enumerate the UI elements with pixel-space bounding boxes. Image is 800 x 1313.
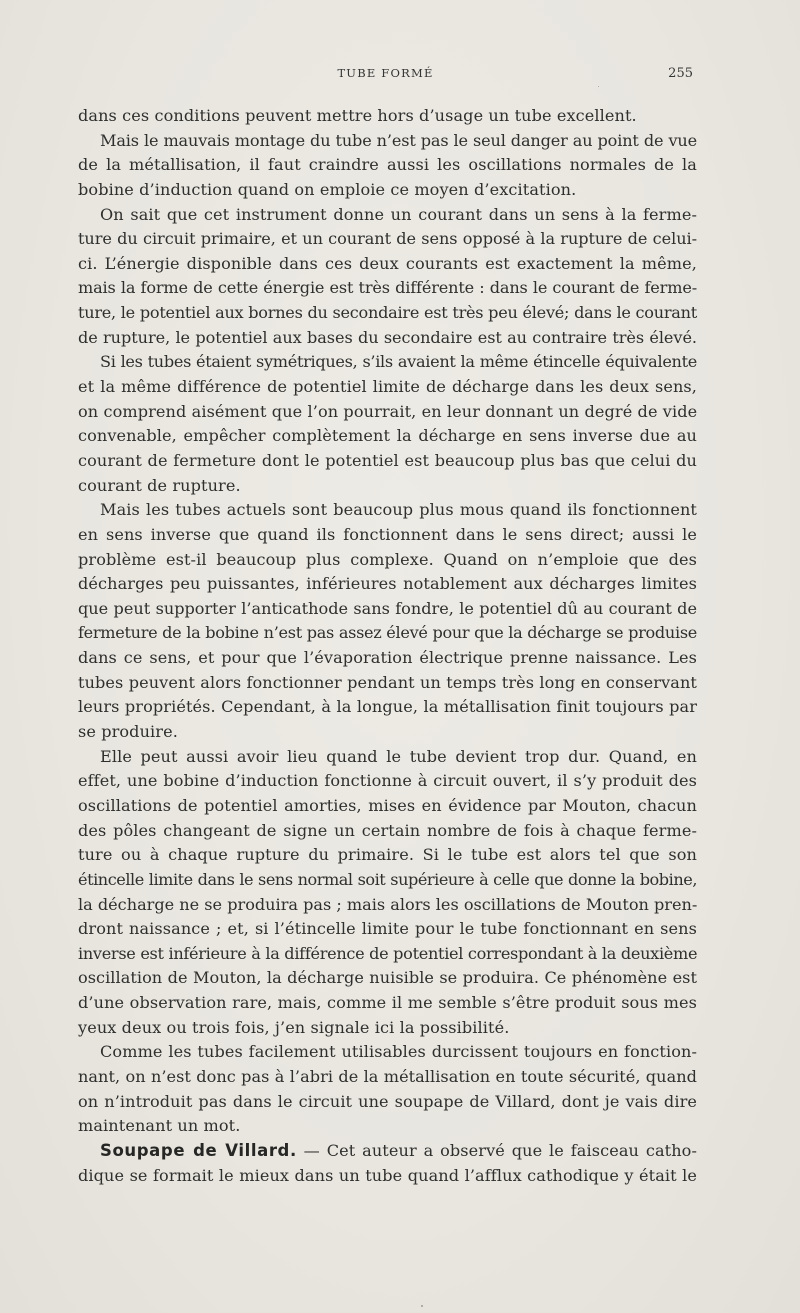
text-line: convenable, empêcher complètement la décharge en sens inverse due au bbox=[78, 426, 697, 446]
text-line: de rupture, le potentiel aux bases du secondaire est au contraire très élevé. bbox=[78, 327, 697, 347]
page-header bbox=[78, 66, 693, 84]
text-line: oscillation de Mouton, la décharge nuisible se produira. Ce phénomène est bbox=[78, 968, 697, 988]
text-line: ci. L’énergie disponible dans ces deux courants est exactement la même, bbox=[78, 253, 697, 273]
text-line: Mais les tubes actuels sont beaucoup plus mous quand ils fonctionnent bbox=[100, 500, 697, 520]
text-line: et la même différence de potentiel limite de décharge dans les deux sens, bbox=[78, 377, 697, 397]
text-line: problème est-il beaucoup plus complexe. Quand on n’emploie que des bbox=[78, 549, 697, 569]
page-number: 255 bbox=[668, 66, 693, 81]
text-line: des pôles changeant de signe un certain nombre de fois à chaque ferme- bbox=[78, 820, 697, 840]
text-line: décharges peu puissantes, inférieures notablement aux décharges limites bbox=[78, 574, 697, 594]
text-line: nant, on n’est donc pas à l’abri de la métallisation en toute sécurité, quand bbox=[78, 1066, 697, 1086]
text-line: ture, le potentiel aux bornes du secondaire est très peu élevé; dans le courant bbox=[78, 303, 697, 323]
text-line: oscillations de potentiel amorties, mises en évidence par Mouton, chacun bbox=[78, 795, 697, 815]
body-text bbox=[78, 104, 697, 1188]
text-line: en sens inverse que quand ils fonctionnent dans le sens direct; aussi le bbox=[78, 524, 697, 544]
text-line: dans ce sens, et pour que l’évaporation électrique prenne naissance. Les bbox=[78, 648, 697, 668]
text-line: Si les tubes étaient symétriques, s’ils avaient la même étincelle équivalente bbox=[100, 352, 697, 372]
text-line: courant de rupture. bbox=[78, 475, 241, 495]
text-line: fermeture de la bobine n’est pas assez élevé pour que la décharge se produise bbox=[78, 623, 697, 643]
text-line: de la métallisation, il faut craindre aussi les oscillations normales de la bbox=[78, 155, 697, 175]
text-line: Elle peut aussi avoir lieu quand le tube devient trop dur. Quand, en bbox=[100, 746, 697, 766]
paper-speck bbox=[598, 86, 599, 87]
text-line: leurs propriétés. Cependant, à la longue, la métallisation finit toujours par bbox=[78, 697, 697, 717]
running-title: TUBE FORMÉ bbox=[337, 66, 434, 80]
section-first-line bbox=[78, 1139, 697, 1164]
text-line: on n’introduit pas dans le circuit une soupape de Villard, dont je vais dire bbox=[78, 1091, 697, 1111]
text-line: on comprend aisément que l’on pourrait, en leur donnant un degré de vide bbox=[78, 401, 698, 421]
text-line: la décharge ne se produira pas ; mais alors les oscillations de Mouton pren- bbox=[78, 894, 698, 914]
text-line: tubes peuvent alors fonctionner pendant un temps très long en conservant bbox=[78, 672, 697, 692]
text-line: étincelle limite dans le sens normal soit supérieure à celle que donne la bobine, bbox=[78, 869, 697, 889]
text-line: que peut supporter l’anticathode sans fondre, le potentiel dû au courant de bbox=[78, 598, 697, 618]
text-line: ture ou à chaque rupture du primaire. Si le tube est alors tel que son bbox=[78, 845, 697, 865]
section-first-line-text: — Cet auteur a observé que le faisceau catho- bbox=[296, 1140, 697, 1160]
text-line: dans ces conditions peuvent mettre hors d’usage un tube excellent. bbox=[78, 106, 637, 125]
section-second-line: dique se formait le mieux dans un tube quand l’afflux cathodique y était le bbox=[78, 1165, 697, 1185]
section-heading: Soupape de Villard. bbox=[100, 1140, 297, 1160]
text-line: se produire. bbox=[78, 722, 178, 742]
text-line: courant de fermeture dont le potentiel est beaucoup plus bas que celui du bbox=[78, 450, 697, 470]
paper-speck bbox=[421, 1305, 423, 1307]
text-line: dront naissance ; et, si l’étincelle limite pour le tube fonctionnant en sens bbox=[78, 919, 697, 939]
text-line: effet, une bobine d’induction fonctionne à circuit ouvert, il s’y produit des bbox=[78, 771, 697, 791]
text-line: ture du circuit primaire, et un courant de sens opposé à la rupture de celui- bbox=[78, 229, 697, 249]
text-line: maintenant un mot. bbox=[78, 1116, 241, 1136]
text-line: Comme les tubes facilement utilisables durcissent toujours en fonction- bbox=[100, 1042, 697, 1062]
text-line: d’une observation rare, mais, comme il me semble s’être produit sous mes bbox=[78, 993, 697, 1013]
text-line: Mais le mauvais montage du tube n’est pas le seul danger au point de vue bbox=[100, 130, 697, 150]
text-line: inverse est inférieure à la différence de potentiel correspondant à la deuxième bbox=[78, 943, 698, 963]
text-line: mais la forme de cette énergie est très différente : dans le courant de ferme- bbox=[78, 278, 697, 298]
text-line: yeux deux ou trois fois, j’en signale ici la possibilité. bbox=[78, 1017, 510, 1037]
text-line: bobine d’induction quand on emploie ce moyen d’excitation. bbox=[78, 179, 577, 199]
text-line: On sait que cet instrument donne un courant dans un sens à la ferme- bbox=[100, 204, 697, 224]
